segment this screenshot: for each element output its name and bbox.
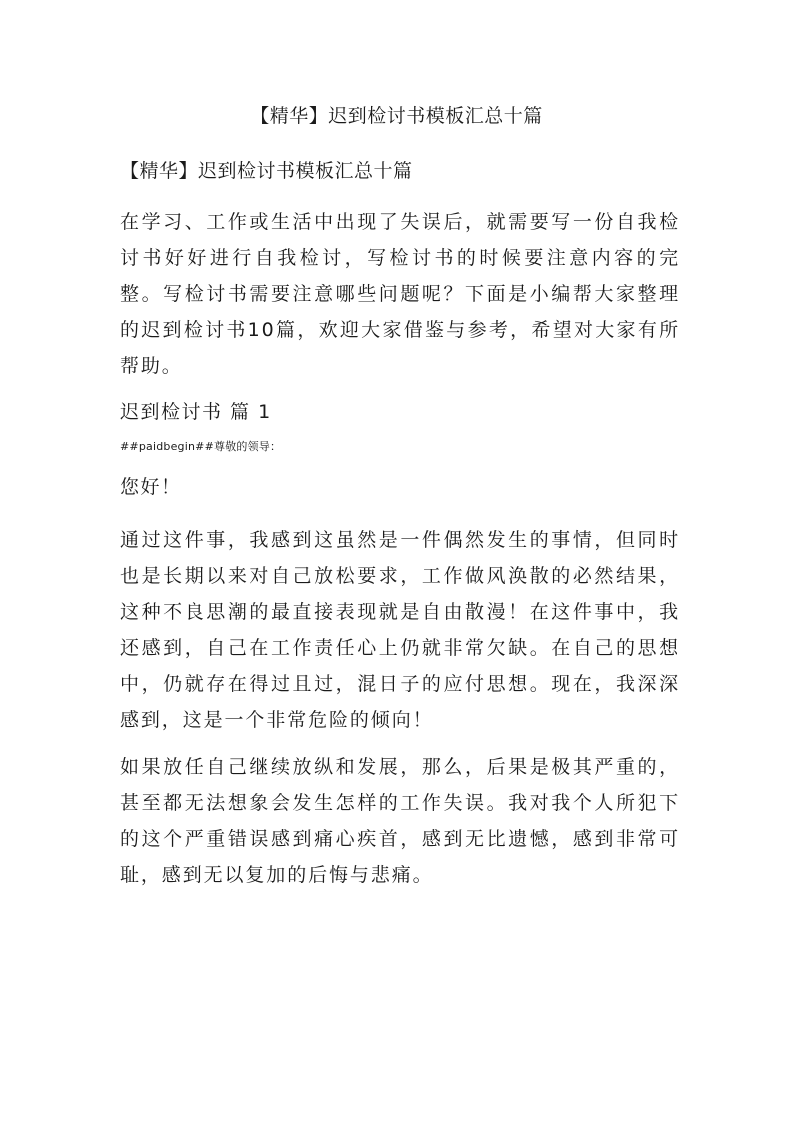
intro-paragraph: 在学习、工作或生活中出现了失误后，就需要写一份自我检讨书好好进行自我检讨，写检讨书的时候要注意内容的完整。写检讨书需要注意哪些问题呢？下面是小编帮大家整理的迟到检讨书10篇，欢迎大家借鉴与参考，希望对大家有所帮助。 [120,211,680,377]
section-heading: 迟到检讨书 篇 1 [120,401,272,423]
document-title: 【精华】迟到检讨书模板汇总十篇 [120,160,413,182]
body-paragraph: 通过这件事，我感到这虽然是一件偶然发生的事情，但同时也是长期以来对自己放松要求，工作做风涣散的必然结果，这种不良思潮的最直接表现就是自由散漫！在这件事中，我还感到，自己在工作责任心上仍就非常欠缺。在自己的思想中，仍就存在得过且过，混日子的应付思想。现在，我深深感到，这是一个非常危险的倾向！ [120,529,680,731]
greeting: 您好！ [120,476,182,498]
document-body [120,158,680,904]
salutation-line: ##paidbegin##尊敬的领导： [120,440,282,453]
body-paragraph: 如果放任自己继续放纵和发展，那么，后果是极其严重的，甚至都无法想象会发生怎样的工作失误。我对我个人所犯下的这个严重错误感到痛心疾首，感到无比遗憾，感到非常可耻，感到无以复加的后悔与悲痛。 [120,756,680,886]
page-header-title: 【精华】迟到检讨书模板汇总十篇 [250,105,543,127]
